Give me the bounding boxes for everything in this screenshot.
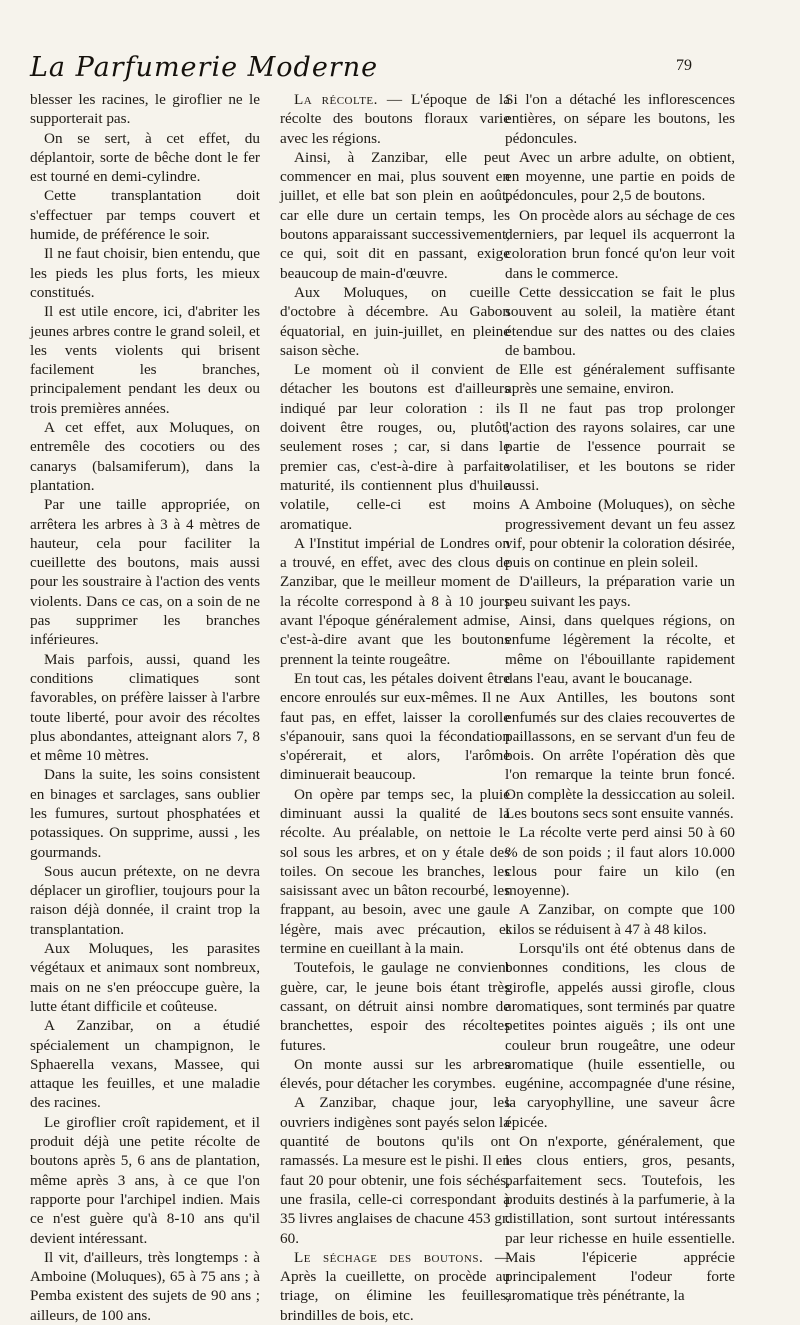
paragraph-text: Lorsqu'ils ont été obtenus dans de bonnes conditions, les clous de girofle, appelés aussi girofle, clous aromatiques, sont terminés par quatre petites pointes aiguës ; ils ont une couleur brun rougeâtre, une odeur aromatique (huile essentielle, ou eugénine, accompagnée d'une résine, la caryophylline, une saveur âcre épicée. — [505, 940, 735, 1131]
paragraph — [505, 688, 735, 823]
text-column-3 — [505, 90, 735, 1306]
paragraph-text: Il vit, d'ailleurs, très longtemps : à Amboine (Moluques), 65 à 75 ans ; à Pemba existent des sujets de 90 ans ; ailleurs, de 100 ans. — [30, 1248, 260, 1324]
paragraph — [30, 90, 260, 129]
paragraph — [280, 785, 510, 959]
page-number: 79 — [676, 57, 692, 74]
paragraph-text: Mais parfois, aussi, quand les conditions climatiques sont favorables, on préfère laisser à l'arbre toute liberté, pour avoir des récoltes plus abondantes, atteignant alors 7, 8 et même 10 mètres. — [30, 650, 260, 765]
paragraph — [280, 90, 510, 148]
paragraph — [30, 302, 260, 418]
paragraph — [30, 244, 260, 302]
paragraph — [505, 495, 735, 572]
paragraph-text: Toutefois, le gaulage ne convient guère, car, le jeune bois étant très cassant, on détruit ainsi nombre de branchettes, espoir des récoltes futures. — [280, 959, 510, 1054]
paragraph — [30, 765, 260, 861]
paragraph — [30, 418, 260, 495]
paragraph — [280, 669, 510, 785]
section-heading: Le séchage des boutons. — [294, 1248, 484, 1266]
paragraph-text: — Après la cueillette, on procède au triage, on élimine les feuilles, brindilles de bois, etc. — [280, 1248, 510, 1324]
paragraph — [505, 399, 735, 495]
paragraph — [505, 148, 735, 206]
paragraph — [505, 900, 735, 939]
paragraph-text: A Zanzibar, chaque jour, les ouvriers indigènes sont payés selon la quantité de boutons qu'ils ont ramassés. La mesure est le pishi. Il en faut 20 pour obtenir, une fois séchés, une frasila, celle-ci correspondant à 35 livres anglaises de chacune 453 gr. 60. — [280, 1094, 510, 1247]
paragraph-text: Si l'on a détaché les inflorescences entières, on sépare les boutons, les pédoncules. — [505, 91, 735, 147]
text-column-1 — [30, 90, 260, 1325]
paragraph — [505, 283, 735, 360]
paragraph-text: Aux Moluques, on cueille d'octobre à décembre. Au Gabon équatorial, en juin-juillet, en pleine saison sèche. — [280, 283, 510, 359]
paragraph — [505, 206, 735, 283]
paragraph-text: A l'Institut impérial de Londres on a trouvé, en effet, avec des clous de Zanzibar, que le meilleur moment de la récolte correspond à 8 à 10 jours avant l'époque généralement admise, c'est-à-dire avant que les boutons prennent la teinte rougeâtre. — [280, 534, 510, 668]
paragraph — [30, 1016, 260, 1112]
paragraph-text: On n'exporte, généralement, que les clous entiers, gros, pesants, parfaitement secs. Toutefois, les produits destinés à la parfumerie, à la distillation, sont surtout intéressants par leur richesse en huile essentielle. Mais l'épicerie apprécie principalement l'odeur forte aromatique très pénétrante, la — [505, 1133, 735, 1305]
paragraph-text: Dans la suite, les soins consistent en binages et sarclages, sans oublier les fumures, surtout phosphatées et potassiques. On supprime, aussi , les gourmands. — [30, 766, 260, 861]
paragraph — [505, 823, 735, 900]
paragraph-text: Ainsi, à Zanzibar, elle peut commencer en mai, plus souvent en juillet, et elle bat son plein en août, car elle dure un certain temps, les boutons apparaissant successivement, ce qui, soit dit en passant, exige beaucoup de main-d'œuvre. — [280, 148, 510, 282]
paragraph-text: D'ailleurs, la préparation varie un peu suivant les pays. — [505, 573, 735, 610]
paragraph-text: Il est utile encore, ici, d'abriter les jeunes arbres contre le grand soleil, et les vents violents qui brisent facilement les branches, principalement pendant les deux ou trois premières années. — [30, 303, 260, 417]
paragraph — [280, 283, 510, 360]
paragraph-text: Sous aucun prétexte, on ne devra déplacer un giroflier, toujours pour la raison déjà donnée, il craint trop la transplantation. — [30, 862, 260, 938]
paragraph — [505, 90, 735, 148]
paragraph-text: On opère par temps sec, la pluie diminuant aussi la qualité de la récolte. Au préalable, on nettoie le sol sous les arbres, et on y étale des toiles. On secoue les branches, les saisissant avec un bâton recourbé, les frappant, au besoin, avec une gaule légère, mais avec précaution, et termine en cueillant à la main. — [280, 785, 510, 958]
paragraph-text: blesser les racines, le giroflier ne le supporterait pas. — [30, 91, 260, 128]
paragraph-text: Cette dessiccation se fait le plus souvent au soleil, la matière étant étendue sur des nattes ou des claies de bambou. — [505, 283, 735, 359]
paragraph-text: On monte aussi sur les arbres élevés, pour détacher les corymbes. — [280, 1055, 510, 1093]
paragraph-text: A cet effet, aux Moluques, on entremêle des cocotiers ou des canarys (balsamiferum), dans la plantation. — [30, 419, 260, 494]
paragraph — [280, 534, 510, 669]
paragraph-text: On se sert, à cet effet, du déplantoir, sorte de bêche dont le fer est tourné en demi-cylindre. — [30, 129, 260, 186]
paragraph — [505, 939, 735, 1132]
paragraph-text: Avec un arbre adulte, on obtient, en moyenne, une partie en poids de pédoncules, pour 2,5 de boutons. — [505, 148, 735, 205]
paragraph-text: Il ne faut pas trop prolonger l'action des rayons solaires, car une partie de l'essence pourrait se volatiliser, et les boutons se rider aussi. — [505, 399, 735, 494]
paragraph-text: Cette transplantation doit s'effectuer par temps couvert et humide, de préférence le soir. — [30, 187, 260, 244]
paragraph-text: Aux Moluques, les parasites végétaux et animaux sont nombreux, mais on ne s'en préoccupe guère, la lutte étant difficile et coûteuse. — [30, 940, 260, 1015]
paragraph — [280, 958, 510, 1054]
paragraph-text: — L'époque de la récolte des boutons floraux varie avec les régions. — [280, 91, 510, 147]
paragraph — [30, 495, 260, 649]
paragraph — [280, 1055, 510, 1094]
paragraph — [280, 360, 510, 534]
paragraph — [505, 360, 735, 399]
paragraph — [30, 1113, 260, 1248]
paragraph-text: Par une taille appropriée, on arrêtera les arbres à 3 à 4 mètres de hauteur, cela pour faciliter la cueillette des boutons, mais aussi pour les soustraire à l'action des vents violents. Dans ce cas, on a soin de ne pas supprimer les branches inférieures. — [30, 496, 260, 649]
paragraph — [30, 1248, 260, 1325]
paragraph-text: Aux Antilles, les boutons sont enfumés sur des claies recouvertes de paillassons, en se servant d'un feu de bois. On arrête l'opération dès que l'on remarque la teinte brun foncé. On complète la dessiccation au soleil. Les boutons secs sont ensuite vannés. — [505, 689, 735, 822]
paragraph-text: Elle est généralement suffisante après une semaine, environ. — [505, 361, 735, 398]
paragraph-text: La récolte verte perd ainsi 50 à 60 % de son poids ; il faut alors 10.000 clous pour faire un kilo (en moyenne). — [505, 824, 735, 900]
paragraph-text: On procède alors au séchage de ces derniers, par lequel ils acquerront la coloration brun foncé qu'on leur voit dans le commerce. — [505, 206, 735, 282]
section-heading: La récolte. — [294, 91, 378, 108]
paragraph-text: A Zanzibar, on a étudié spécialement un champignon, le Sphaerella vexans, Massee, qui attaque les feuilles, et une maladie des racines. — [30, 1017, 260, 1112]
paragraph — [505, 572, 735, 611]
text-column-2 — [280, 90, 510, 1325]
paragraph — [30, 129, 260, 187]
paragraph — [30, 939, 260, 1016]
paragraph-text: A Zanzibar, on compte que 100 kilos se réduisent à 47 à 48 kilos. — [505, 901, 735, 938]
paragraph-text: Il ne faut choisir, bien entendu, que les pieds les plus forts, les mieux constitués. — [30, 245, 260, 301]
paragraph-text: Ainsi, dans quelques régions, on enfume légèrement la récolte, et même on l'ébouillante rapidement dans l'eau, avant le boucanage. — [505, 612, 735, 687]
paragraph-text: En tout cas, les pétales doivent être encore enroulés sur eux-mêmes. Il ne faut pas, en effet, laisser la corolle s'épanouir, sans quoi la fécondation s'opérerait, et alors, l'arôme diminuerait beaucoup. — [280, 669, 510, 784]
paragraph — [30, 650, 260, 766]
paragraph-text: Le moment où il convient de détacher les boutons est d'ailleurs indiqué par leur coloration : ils doivent être rouges, ou, plutôt, seulement roses ; car, si dans le premier cas, c'est-à-dire à parfaite maturité, ils contiennent plus d'huile volatile, celle-ci est moins aromatique. — [280, 361, 510, 533]
paragraph — [505, 1132, 735, 1306]
paragraph — [280, 1093, 510, 1247]
paragraph-text: Le giroflier croît rapidement, et il produit déjà une petite récolte de boutons après 5, 6 ans de plantation, même après 3 ans, à ce que l'on rapporte pour l'archipel indien. Mais ce n'est guère qu'à 8-10 ans qu'il devient intéressant. — [30, 1113, 260, 1247]
paragraph — [30, 186, 260, 244]
page-header — [30, 50, 730, 86]
paragraph — [280, 148, 510, 283]
masthead-title: La Parfumerie Moderne — [30, 52, 379, 83]
paragraph — [280, 1248, 510, 1325]
paragraph — [30, 862, 260, 939]
paragraph — [505, 611, 735, 688]
paragraph-text: A Amboine (Moluques), on sèche progressivement devant un feu assez vif, pour obtenir la coloration désirée, puis on continue en plein soleil. — [505, 496, 735, 572]
